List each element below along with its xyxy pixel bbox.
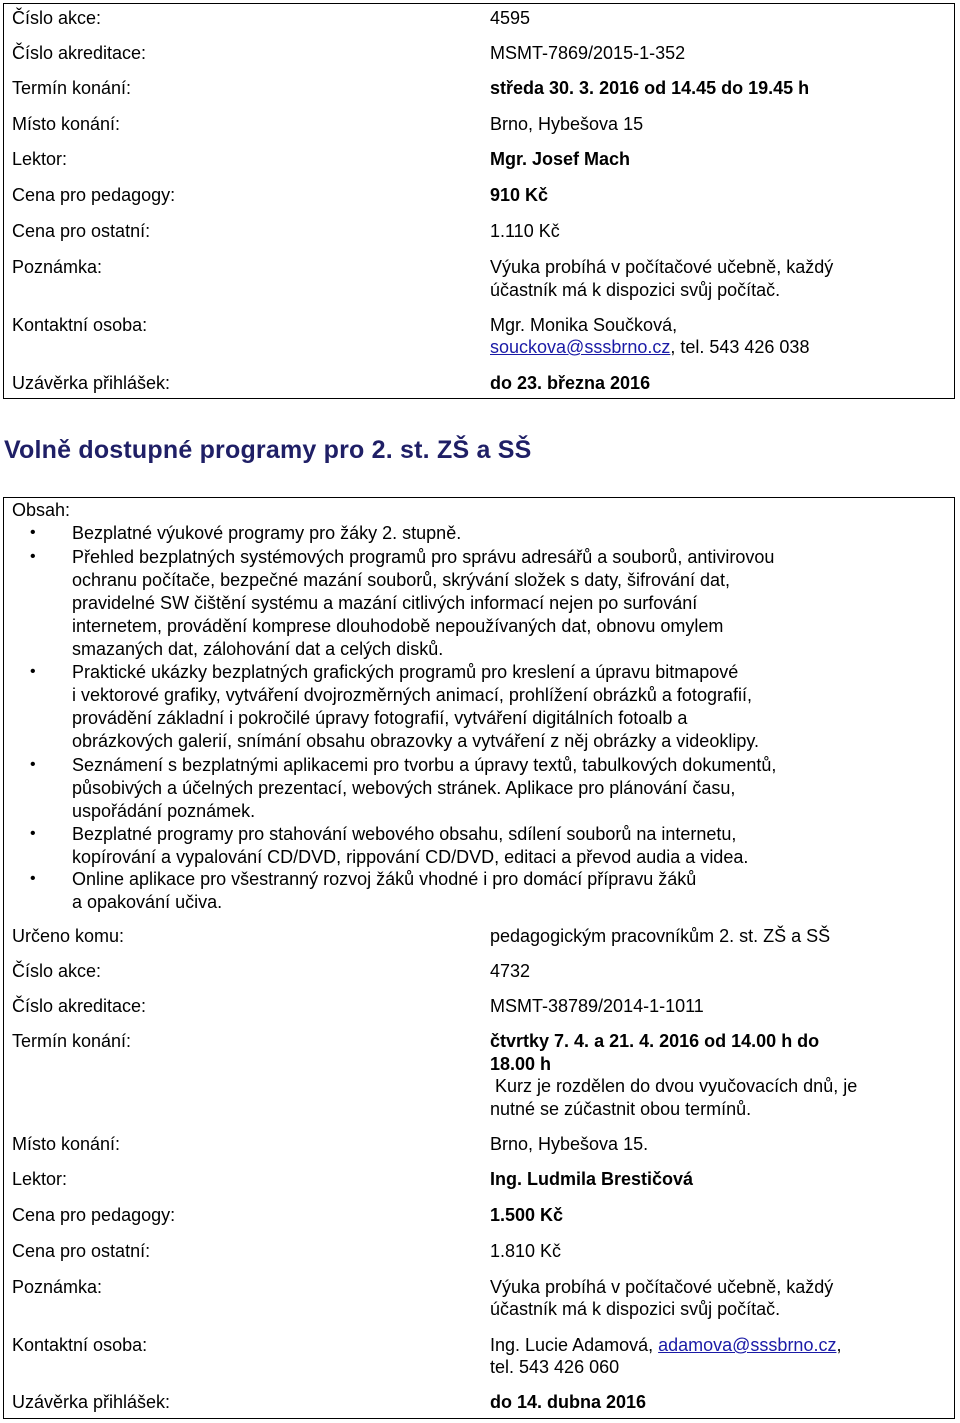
bullet-icon: • [30,548,36,565]
label-misto-2: Místo konání: [12,1134,121,1154]
list-item-line: Bezplatné programy pro stahování webového obsahu, sdílení souborů na internetu, [72,824,737,844]
value-akreditace: MSMT-7869/2015-1-352 [490,43,686,63]
list-item-line: smazaných dat, zálohování dat a celých disků. [72,639,444,659]
list-item-line: Praktické ukázky bezplatných grafických programů pro kreslení a úpravu bitmapové [72,662,739,682]
label-cislo-akce-2: Číslo akce: [12,961,102,981]
list-item-line: internetem, provádění komprese dlouhodobě nepoužívaných dat, obnovu omylem [72,616,724,636]
value-poznamka-line2: účastník má k dispozici svůj počítač. [490,280,781,300]
value-termin-2-line1: čtvrtky 7. 4. a 21. 4. 2016 od 14.00 h do [490,1031,820,1051]
value-lektor: Mgr. Josef Mach [490,149,631,169]
list-item-line: kopírování a vypalování CD/DVD, rippování CD/DVD, editaci a převod audia a videa. [72,847,749,867]
contact-name: Ing. Lucie Adamová, [490,1335,659,1355]
bullet-icon: • [30,825,36,842]
label-obsah: Obsah: [12,500,71,520]
label-akreditace-2: Číslo akreditace: [12,996,147,1016]
list-item-line: Seznámení s bezplatnými aplikacemi pro tvorbu a úpravy textů, tabulkových dokumentů, [72,755,777,775]
label-poznamka: Poznámka: [12,257,103,277]
label-cena-ostatni-2: Cena pro ostatní: [12,1241,151,1261]
label-kontakt-2: Kontaktní osoba: [12,1335,148,1355]
list-item [72,546,942,661]
value-cislo-akce: 4595 [490,8,531,28]
value-termin: středa 30. 3. 2016 od 14.45 do 19.45 h [490,78,810,98]
bullet-icon: • [30,870,36,887]
value-termin-2-line2: 18.00 h [490,1054,552,1074]
list-item-line: ochranu počítače, bezpečné mazání souborů, skrývání složek s daty, šifrování dat, [72,570,731,590]
list-item [72,661,942,753]
label-termin: Termín konání: [12,78,132,98]
email-link-2[interactable]: adamova@sssbrno.cz [658,1335,837,1355]
value-kontakt-2-line1 [490,1334,841,1356]
value-cislo-akce-2: 4732 [490,961,531,981]
value-cena-ostatni-2: 1.810 Kč [490,1241,562,1261]
list-item-line: pravidelné SW čištění systému a mazání citlivých informací nejen po surfování [72,593,698,613]
value-misto: Brno, Hybešova 15 [490,114,644,134]
list-item-line: Online aplikace pro všestranný rozvoj žáků vhodné i pro domácí přípravu žáků [72,869,697,889]
value-kontakt-name: Mgr. Monika Součková, [490,315,678,335]
bullet-icon: • [30,663,36,680]
list-item-line: Bezplatné výukové programy pro žáky 2. stupně. [72,523,462,543]
value-uzaverka-2: do 14. dubna 2016 [490,1392,647,1412]
value-poznamka-2-line2: účastník má k dispozici svůj počítač. [490,1299,781,1319]
value-cena-ostatni: 1.110 Kč [490,221,560,241]
list-item [72,754,942,823]
value-akreditace-2: MSMT-38789/2014-1-1011 [490,996,704,1016]
value-poznamka-line1: Výuka probíhá v počítačové učebně, každý [490,257,834,277]
contact-comma: , [836,1335,842,1355]
list-item-line: a opakování učiva. [72,892,223,912]
label-lektor: Lektor: [12,149,68,169]
label-kontakt: Kontaktní osoba: [12,315,148,335]
label-uzaverka-2: Uzávěrka přihlášek: [12,1392,171,1412]
label-uzaverka: Uzávěrka přihlášek: [12,373,171,393]
phone-text: , tel. 543 426 038 [670,337,810,357]
list-item-line: provádění základní i pokročilé úpravy fotografií, vytváření digitálních fotoalb a [72,708,688,728]
list-item-line: obrázkových galerií, snímání obsahu obrazovky a vytváření z něj obrázky a videoklipy. [72,731,760,751]
value-misto-2: Brno, Hybešova 15. [490,1134,649,1154]
label-cena-ostatni: Cena pro ostatní: [12,221,151,241]
list-item-line: uspořádání poznámek. [72,801,256,821]
label-urceno: Určeno komu: [12,926,125,946]
value-lektor-2: Ing. Ludmila Brestičová [490,1169,694,1189]
label-lektor-2: Lektor: [12,1169,68,1189]
value-uzaverka: do 23. března 2016 [490,373,651,393]
label-termin-2: Termín konání: [12,1031,132,1051]
value-kontakt-line2 [490,336,809,358]
section-heading: Volně dostupné programy pro 2. st. ZŠ a SŠ [4,436,532,464]
list-item [72,868,942,914]
value-cena-pedagogy-2: 1.500 Kč [490,1205,564,1225]
bullet-icon: • [30,524,36,541]
email-link[interactable]: souckova@sssbrno.cz [490,337,671,357]
label-poznamka-2: Poznámka: [12,1277,103,1297]
list-item-line: i vektorové grafiky, vytváření dvojrozměrných animací, prohlížení obrázků a fotografií, [72,685,752,705]
value-poznamka-2-line1: Výuka probíhá v počítačové učebně, každý [490,1277,834,1297]
value-urceno: pedagogickým pracovníkům 2. st. ZŠ a SŠ [490,926,831,946]
list-item [72,823,942,869]
value-termin-2-line3: Kurz je rozdělen do dvou vyučovacích dnů, je [490,1076,858,1096]
value-kontakt-2-phone: tel. 543 426 060 [490,1357,620,1377]
list-item-line: Přehled bezplatných systémových programů pro správu adresářů a souborů, antivirovou [72,547,775,567]
list-item-line: působivých a účelných prezentací, webových stránek. Aplikace pro plánování času, [72,778,736,798]
label-cislo-akce: Číslo akce: [12,8,102,28]
label-cena-pedagogy-2: Cena pro pedagogy: [12,1205,176,1225]
label-akreditace: Číslo akreditace: [12,43,147,63]
value-cena-pedagogy: 910 Kč [490,185,549,205]
label-misto: Místo konání: [12,114,121,134]
bullet-icon: • [30,756,36,773]
list-item [72,522,942,545]
value-termin-2-line4: nutné se zúčastnit obou termínů. [490,1099,752,1119]
label-cena-pedagogy: Cena pro pedagogy: [12,185,176,205]
